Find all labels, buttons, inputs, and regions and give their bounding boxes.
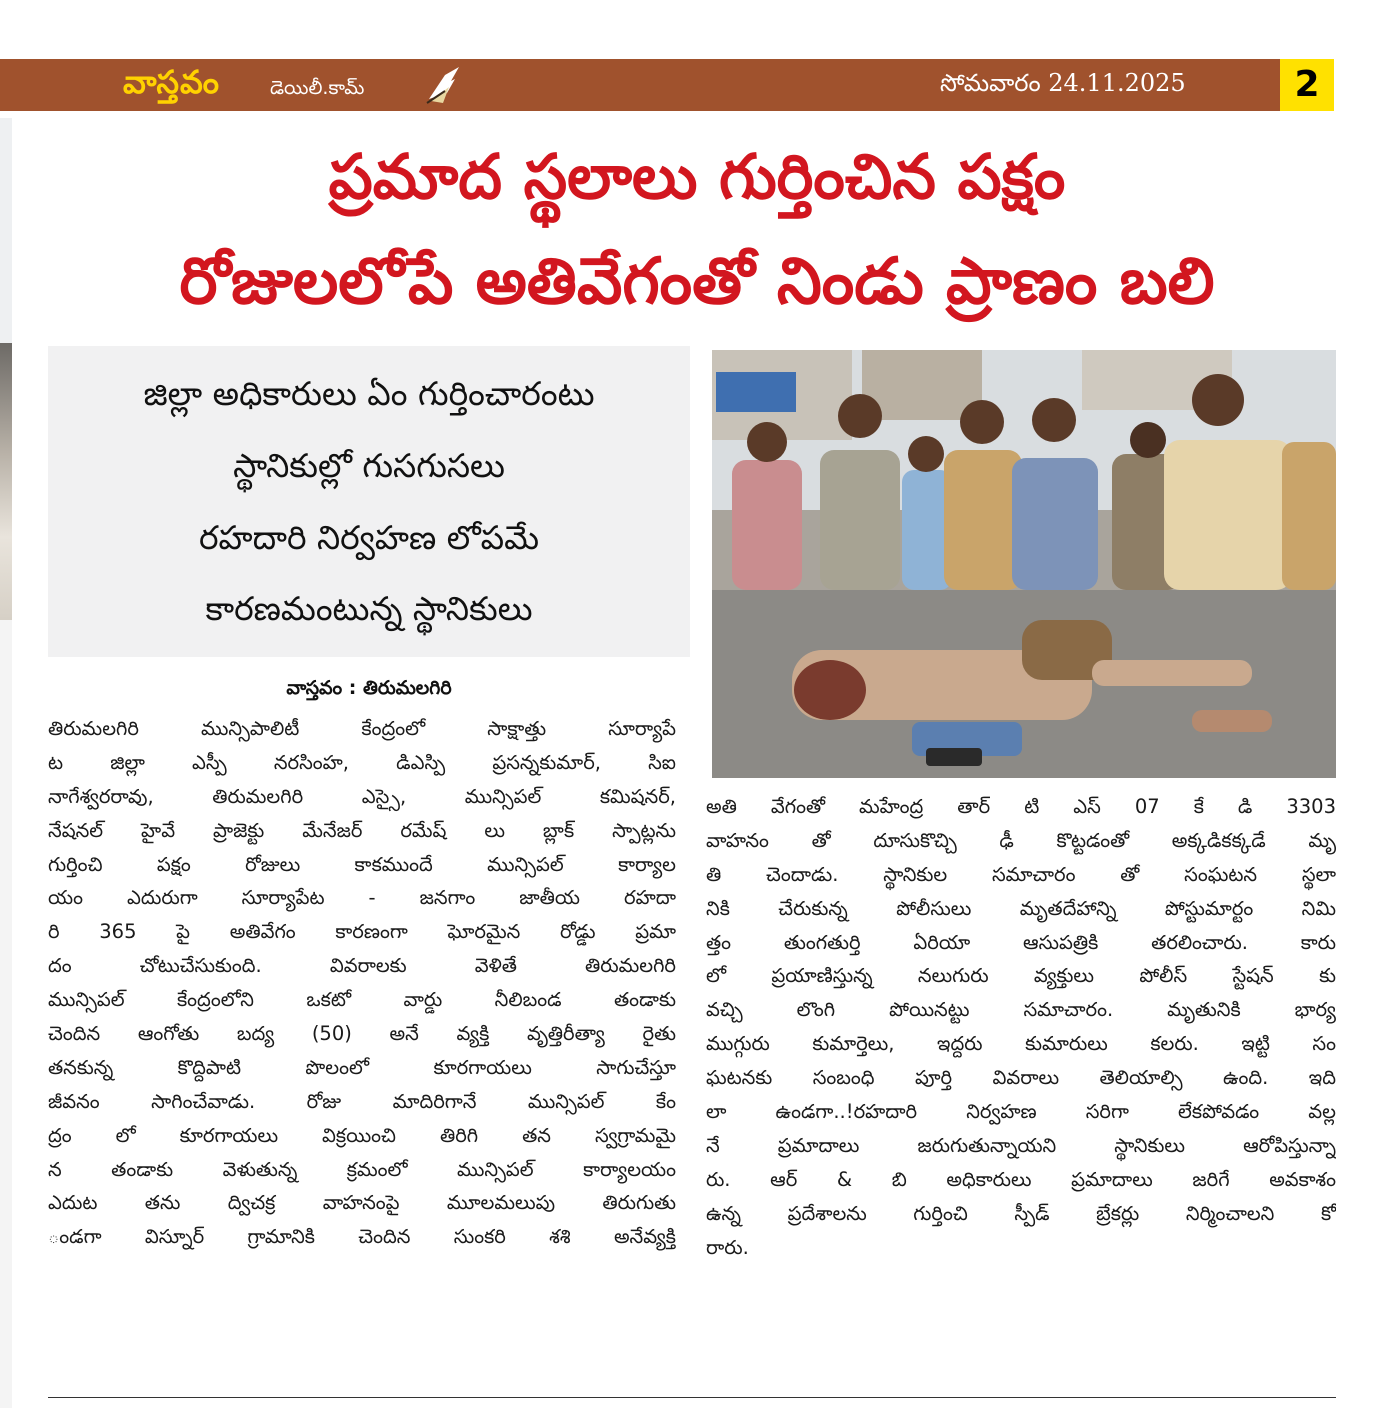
article-column-right: [706, 790, 1336, 1264]
article-line: వాహనం తో దూసుకొచ్చి ఢీ కొట్టడంతో అక్కడికక్కడే మృ: [706, 828, 1336, 852]
deck-line: కారణమంటున్న స్థానికులు: [205, 589, 533, 628]
article-line: లా ఉండగా..!రహదారి నిర్వహణ సరిగా లేకపోవడం వల్ల: [706, 1100, 1336, 1124]
article-line: గుర్తించి పక్షం రోజులు కాకముందే మున్సిపల్ కార్యాల: [48, 852, 676, 876]
deck-box: [48, 346, 690, 657]
issue-date: సోమవారం 24.11.2025: [940, 69, 1186, 97]
article-line: చెందిన ఆంగోతు బద్య (50) అనే వ్యక్తి వృత్తిరీత్యా రైతు: [48, 1022, 676, 1046]
article-line: తిరుమలగిరి మున్సిపాలిటీ కేంద్రంలో సాక్షాత్తు సూర్యాపే: [48, 717, 676, 740]
article-line: మున్సిపల్ కేంద్రంలోని ఒకటో వార్డు నీలిబండ తండాకు: [48, 988, 676, 1012]
accident-scene-photo: [712, 350, 1336, 778]
article-line: దం చోటుచేసుకుంది. వివరాలకు వెళితే తిరుమలగిరి: [48, 954, 676, 978]
masthead-brand: వాస్తవం: [123, 63, 220, 101]
deck-line: రహదారి నిర్వహణ లోపమే: [198, 518, 540, 557]
article-line: వచ్చి లొంగి పోయినట్టు సమాచారం. మృతునికి భార్య: [706, 998, 1336, 1022]
article-line: ద్రం లో కూరగాయలు విక్రయించి తిరిగి తన స్వగ్రామమై: [48, 1123, 676, 1147]
article-line: త్తం తుంగతుర్తి ఏరియా ఆసుపత్రికి తరలించారు. కారు: [706, 930, 1336, 954]
accident-scene-illustration: [712, 350, 1336, 778]
article-line: ండగా విస్నూర్ గ్రామానికి చెందిన సుంకరి శశి అనేవ్యక్తి: [48, 1225, 676, 1249]
article-line: ఘటనకు సంబంధి పూర్తి వివరాలు తెలియాల్సి ఉంది. ఇది: [706, 1066, 1336, 1090]
article-line: రి 365 పై అతివేగం కారణంగా ఘోరమైన రోడ్డు ప్రమా: [48, 920, 676, 944]
article-line: రు. ఆర్ & బి అధికారులు ప్రమాదాలు జరిగే అవకాశం: [706, 1167, 1336, 1191]
article-line: తనకున్న కొద్దిపాటి పొలంలో కూరగాయలు సాగుచేస్తూ: [48, 1055, 676, 1079]
masthead-website: డెయిలీ.కామ్: [270, 77, 365, 99]
headline-line-2: రోజులలోపే అతివేగంతో నిండు ప్రాణం బలి: [179, 245, 1215, 319]
article-line: రారు.: [706, 1235, 749, 1259]
deck-line: స్థానికుల్లో గుసగుసలు: [233, 446, 505, 485]
article-line: అతి వేగంతో మహేంద్ర తార్ టి ఎస్ 07 కే డి 3303: [706, 795, 1336, 818]
headline-line-1: ప్రమాద స్థలాలు గుర్తించిన పక్షం: [328, 140, 1066, 213]
article-line: ఉన్న ప్రదేశాలను గుర్తించి స్పీడ్ బ్రేకర్లు నిర్మించాలని కో: [706, 1201, 1336, 1225]
article-line: నే ప్రమాదాలు జరుగుతున్నాయని స్థానికులు ఆరోపిస్తున్నా: [706, 1133, 1336, 1157]
article-line: నాగేశ్వరరావు, తిరుమలగిరి ఎస్సై, మున్సిపల్ కమిషనర్,: [48, 784, 676, 808]
bird-logo-icon: [425, 65, 463, 105]
article-column-left: [48, 712, 676, 1254]
masthead-bar: [0, 59, 1334, 111]
article-line: నికి చేరుకున్న పోలీసులు మృతదేహాన్ని పోస్టుమార్టం నిమి: [706, 896, 1336, 920]
article-line: ఎదుట తను ద్విచక్ర వాహనంపై మూలమలుపు తిరుగుతు: [48, 1191, 676, 1215]
dateline-byline: వాస్తవం : తిరుమలగిరి: [286, 677, 452, 699]
deck-line: జిల్లా అధికారులు ఏం గుర్తించారంటు: [143, 374, 595, 413]
article-line: లో ప్రయాణిస్తున్న నలుగురు వ్యక్తులు పోలీస్ స్టేషన్ కు: [706, 964, 1336, 988]
article-line: తి చెందాడు. స్థానికుల సమాచారం తో సంఘటన స్థలా: [706, 862, 1336, 886]
article-line: న తండాకు వెళుతున్న క్రమంలో మున్సిపల్ కార్యాలయం: [48, 1157, 676, 1181]
article-line: నేషనల్ హైవే ప్రాజెక్టు మేనేజర్ రమేష్ లు బ్లాక్ స్పాట్లను: [48, 818, 676, 842]
bottom-rule: [48, 1397, 1336, 1398]
page-number: 2: [1280, 59, 1334, 111]
article-line: జీవనం సాగించేవాడు. రోజు మాదిరిగానే మున్సిపల్ కేం: [48, 1089, 676, 1113]
article-line: ట జిల్లా ఎస్పీ నరసింహ, డిఎస్పి ప్రసన్నకుమార్, సిఐ: [48, 750, 676, 774]
page-edge-strip: [0, 620, 12, 1408]
article-line: యం ఎదురుగా సూర్యాపేట - జనగాం జాతీయ రహదా: [48, 886, 676, 910]
adjacent-page-photo: [0, 343, 12, 620]
article-line: ముగ్గురు కుమార్తెలు, ఇద్దరు కుమారులు కలరు. ఇట్టి సం: [706, 1032, 1336, 1056]
